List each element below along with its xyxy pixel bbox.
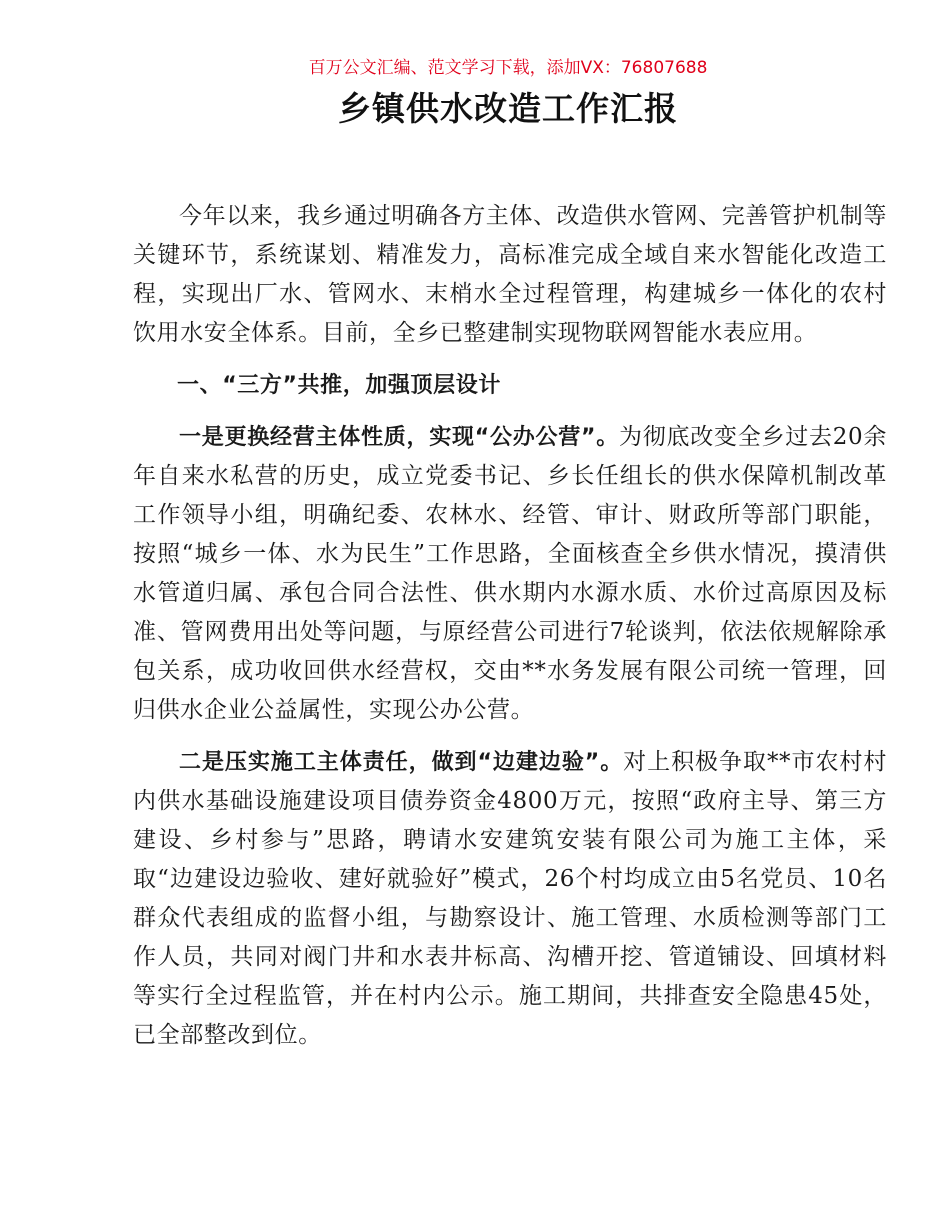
item-lead-1: 一是更换经营主体性质，实现“公办公营”。 (179, 425, 619, 450)
promo-banner: 百万公文汇编、范文学习下载，添加VX：76807688 (308, 58, 708, 78)
item-paragraph-2 (133, 743, 887, 1055)
item-lead-2: 二是压实施工主体责任，做到“边建边验”。 (179, 750, 624, 775)
item-text-2: 对上积极争取**市农村村内供水基础设施建设项目债券资金4800万元，按照“政府主导、第三方建设、乡村参与”思路，聘请水安建筑安装有限公司为施工主体，采取“边建设边验收、建好就验好”模式，26个村均成立由5名党员、10名群众代表组成的监督小组，与勘察设计、施工管理、水质检测等部门工作人员，共同对阀门井和水表井标高、沟槽开挖、管道铺设、回填材料等实行全过程监管，并在村内公示。施工期间，共排查安全隐患45处，已全部整改到位。 (133, 749, 887, 1048)
item-text-1: 为彻底改变全乡过去20余年自来水私营的历史，成立党委书记、乡长任组长的供水保障机制改革工作领导小组，明确纪委、农林水、经管、审计、财政所等部门职能，按照“城乡一体、水为民生”工作思路，全面核查全乡供水情况，摸清供水管道归属、承包合同合法性、供水期内水源水质、水价过高原因及标准、管网费用出处等问题，与原经营公司进行7轮谈判，依法依规解除承包关系，成功收回供水经营权，交由**水务发展有限公司统一管理，回归供水企业公益属性，实现公办公营。 (133, 424, 888, 723)
document-title: 乡镇供水改造工作汇报 (338, 89, 678, 128)
section-heading: 一、“三方”共推，加强顶层设计 (177, 373, 501, 398)
intro-paragraph: 今年以来，我乡通过明确各方主体、改造供水管网、完善管护机制等关键环节，系统谋划、精准发力，高标准完成全域自来水智能化改造工程，实现出厂水、管网水、末梢水全过程管理，构建城乡一体化的农村饮用水安全体系。目前，全乡已整建制实现物联网智能水表应用。 (133, 203, 887, 346)
document-body (133, 197, 887, 1068)
item-paragraph-1 (133, 418, 887, 730)
